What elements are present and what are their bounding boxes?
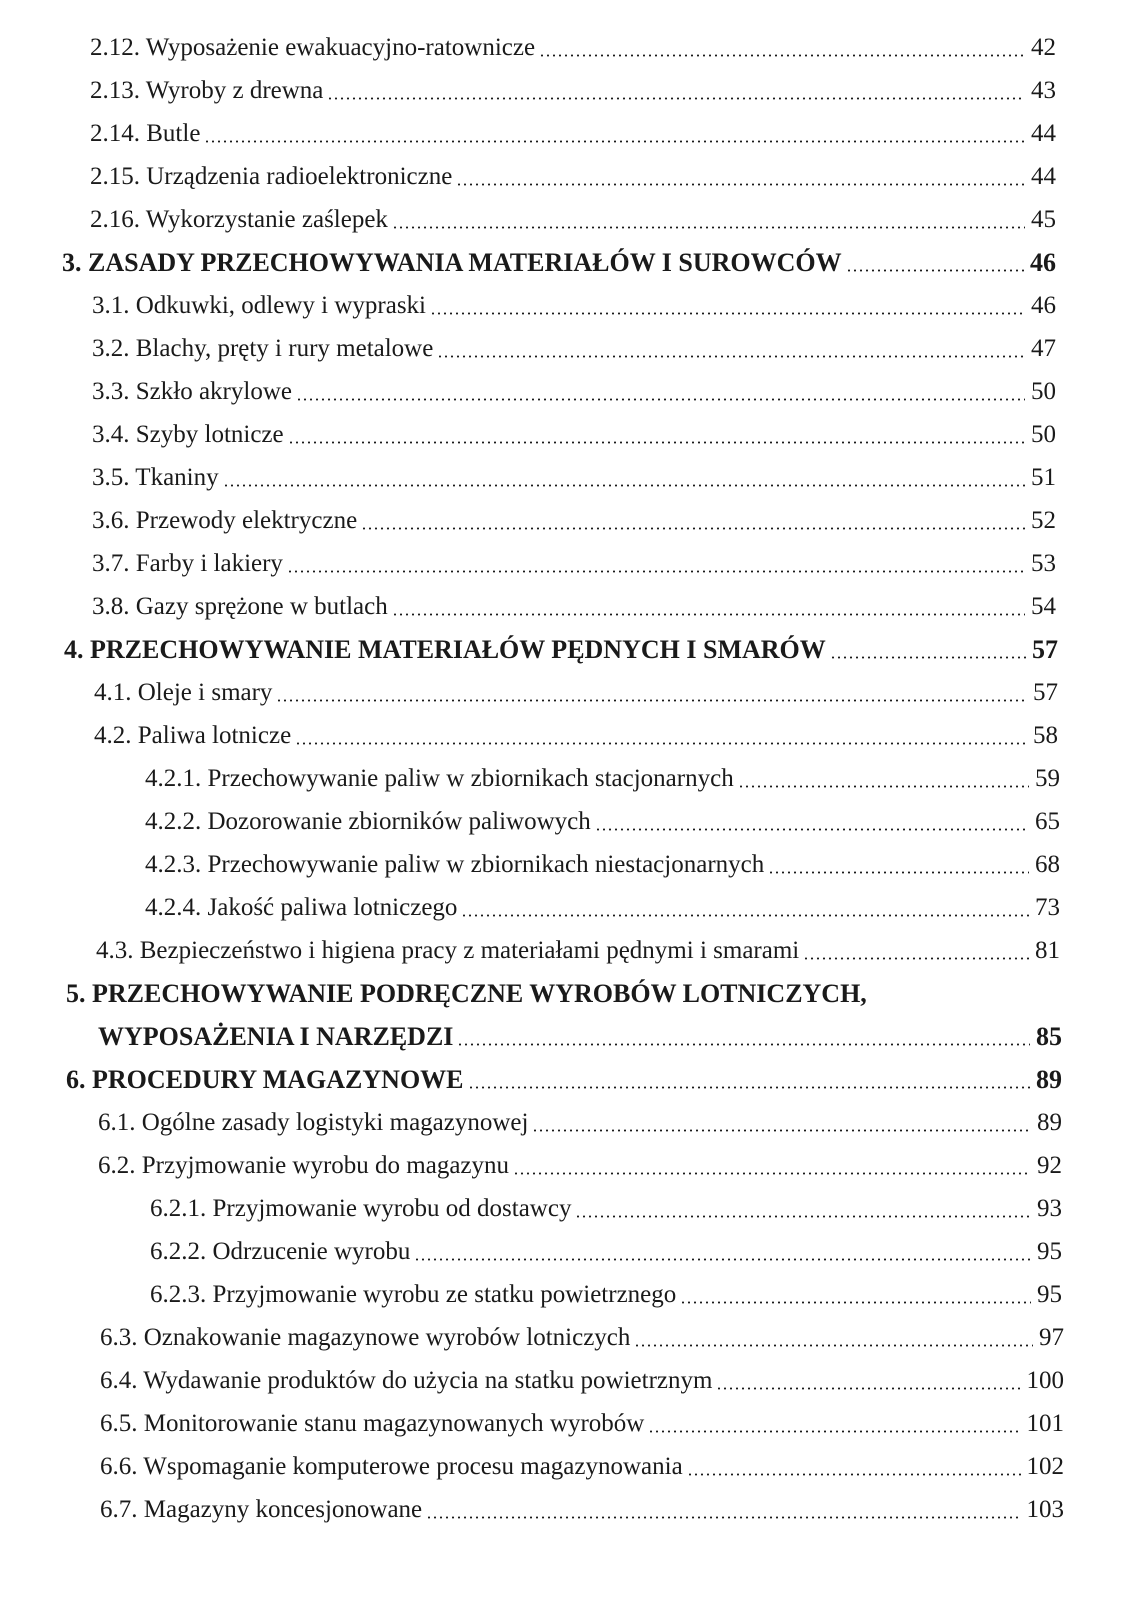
toc-entry-title: 4.2.2. Dozorowanie zbiorników paliwowych: [145, 808, 591, 835]
dot-leader: [327, 97, 1025, 100]
dot-leader: [457, 1043, 1030, 1046]
toc-chapter: [64, 630, 1058, 670]
dot-leader: [392, 613, 1025, 616]
toc-entry-title: 4.2.4. Jakość paliwa lotniczego: [145, 894, 458, 921]
toc-entry-page: 43: [1031, 77, 1056, 104]
dot-leader: [461, 914, 1029, 917]
dot-leader: [437, 355, 1025, 358]
dot-leader: [648, 1430, 1020, 1433]
toc-entry-title: 4.3. Bezpieczeństwo i higiena pracy z materiałami pędnymi i smarami: [96, 937, 800, 964]
toc-entry-page: 89: [1037, 1109, 1062, 1136]
dot-leader: [223, 484, 1025, 487]
toc-entry-page: 42: [1031, 34, 1056, 61]
toc-entry-page: 95: [1037, 1281, 1062, 1308]
toc-entry: [92, 587, 1056, 627]
toc-entry: [145, 845, 1060, 885]
toc-entry: [90, 71, 1056, 111]
toc-entry-title: 4.2.3. Przechowywanie paliw w zbiornikach niestacjonarnych: [145, 851, 765, 878]
toc-entry-title: 4.2. Paliwa lotnicze: [94, 722, 292, 749]
toc-entry-title: 3.2. Blachy, pręty i rury metalowe: [92, 335, 434, 362]
toc-entry: [92, 458, 1056, 498]
toc-entry-page: 51: [1031, 464, 1056, 491]
toc-entry-page: 65: [1035, 808, 1060, 835]
toc-entry-page: 97: [1039, 1324, 1064, 1351]
dot-leader: [468, 1086, 1030, 1089]
toc-entry-title: 6.4. Wydawanie produktów do użycia na statku powietrznym: [100, 1367, 713, 1394]
toc-chapter-page: 89: [1036, 1065, 1062, 1094]
toc-entry: [100, 1490, 1064, 1530]
toc-entry: [150, 1189, 1062, 1229]
toc-entry: [98, 1146, 1062, 1186]
toc-entry-title: 6.6. Wspomaganie komputerowe procesu magazynowania: [100, 1453, 683, 1480]
dot-leader: [846, 269, 1024, 272]
toc-entry-page: 53: [1031, 550, 1056, 577]
toc-entry-title: 2.16. Wykorzystanie zaślepek: [90, 206, 388, 233]
toc-entry: [92, 286, 1056, 326]
dot-leader: [687, 1473, 1021, 1476]
dot-leader: [539, 54, 1025, 57]
toc-entry-page: 101: [1026, 1410, 1064, 1437]
dot-leader: [803, 957, 1029, 960]
toc-entry: [92, 544, 1056, 584]
toc-entry: [96, 931, 1060, 971]
toc-entry-page: 45: [1031, 206, 1056, 233]
toc-entry: [150, 1232, 1062, 1272]
dot-leader: [430, 312, 1025, 315]
toc-entry-page: 50: [1031, 378, 1056, 405]
toc-entry-page: 46: [1031, 292, 1056, 319]
toc-entry-page: 73: [1035, 894, 1060, 921]
toc-entry-page: 50: [1031, 421, 1056, 448]
toc-entry-title: 6.2. Przyjmowanie wyrobu do magazynu: [98, 1152, 510, 1179]
toc-entry: [90, 200, 1056, 240]
toc-entry: [94, 716, 1058, 756]
toc-entry-title: 3.1. Odkuwki, odlewy i wypraski: [92, 292, 426, 319]
toc-entry-page: 47: [1031, 335, 1056, 362]
dot-leader: [532, 1129, 1031, 1132]
toc-entry-title: 6.1. Ogólne zasady logistyki magazynowej: [98, 1109, 529, 1136]
dot-leader: [738, 785, 1029, 788]
toc-chapter: [66, 1060, 1062, 1100]
toc-entry: [92, 501, 1056, 541]
toc-entry-title: 3.3. Szkło akrylowe: [92, 378, 292, 405]
toc-entry: [150, 1275, 1062, 1315]
toc-chapter-title: 6. PROCEDURY MAGAZYNOWE: [66, 1065, 464, 1094]
toc-entry-page: 100: [1026, 1367, 1064, 1394]
toc-entry-title: 2.12. Wyposażenie ewakuacyjno-ratownicze: [90, 34, 536, 61]
toc-entry: [94, 673, 1058, 713]
toc-entry: [100, 1404, 1064, 1444]
toc-chapter: [62, 243, 1056, 283]
toc-entry-title: 2.13. Wyroby z drewna: [90, 77, 324, 104]
toc-entry-title: 6.3. Oznakowanie magazynowe wyrobów lotniczych: [100, 1324, 631, 1351]
toc-entry-page: 103: [1026, 1496, 1064, 1523]
dot-leader: [296, 398, 1025, 401]
dot-leader: [680, 1301, 1031, 1304]
toc-entry-title: 2.14. Butle: [90, 120, 201, 147]
toc-chapter: [66, 974, 1060, 1014]
toc-entry-title: 3.4. Szyby lotnicze: [92, 421, 284, 448]
dot-leader: [768, 871, 1029, 874]
dot-leader: [414, 1258, 1031, 1261]
toc-entry-title: 2.15. Urządzenia radioelektroniczne: [90, 163, 453, 190]
dot-leader: [295, 742, 1027, 745]
toc-entry: [98, 1103, 1062, 1143]
toc-entry: [100, 1318, 1064, 1358]
dot-leader: [634, 1344, 1033, 1347]
toc-entry-page: 44: [1031, 163, 1056, 190]
toc-entry-title: 4.1. Oleje i smary: [94, 679, 273, 706]
toc-entry-page: 95: [1037, 1238, 1062, 1265]
dot-leader: [392, 226, 1025, 229]
toc-entry: [90, 28, 1056, 68]
toc-entry: [100, 1447, 1064, 1487]
toc-entry-title: 3.7. Farby i lakiery: [92, 550, 283, 577]
toc-entry-page: 93: [1037, 1195, 1062, 1222]
toc-entry: [92, 415, 1056, 455]
toc-entry: [92, 372, 1056, 412]
toc-entry-page: 57: [1033, 679, 1058, 706]
dot-leader: [288, 441, 1025, 444]
dot-leader: [513, 1172, 1031, 1175]
dot-leader: [426, 1516, 1020, 1519]
toc-entry-title: 6.2.1. Przyjmowanie wyrobu od dostawcy: [150, 1195, 572, 1222]
toc-entry-title: 3.8. Gazy sprężone w butlach: [92, 593, 388, 620]
toc-entry: [145, 802, 1060, 842]
toc-entry-title: 6.5. Monitorowanie stanu magazynowanych wyrobów: [100, 1410, 645, 1437]
toc-chapter-page: 46: [1030, 248, 1056, 277]
dot-leader: [287, 570, 1025, 573]
toc-entry: [90, 114, 1056, 154]
toc-chapter-title: 5. PRZECHOWYWANIE PODRĘCZNE WYROBÓW LOTNICZYCH,: [66, 979, 867, 1008]
dot-leader: [456, 183, 1025, 186]
toc-entry-page: 54: [1031, 593, 1056, 620]
toc-entry-title: 3.6. Przewody elektryczne: [92, 507, 358, 534]
toc-chapter-page: 57: [1032, 635, 1058, 664]
toc-chapter-title: 4. PRZECHOWYWANIE MATERIAŁÓW PĘDNYCH I SMARÓW: [64, 635, 826, 664]
dot-leader: [276, 699, 1027, 702]
toc-entry-page: 102: [1026, 1453, 1064, 1480]
toc-entry-page: 52: [1031, 507, 1056, 534]
toc-entry: [92, 329, 1056, 369]
dot-leader: [830, 656, 1026, 659]
dot-leader: [716, 1387, 1020, 1390]
toc-entry: [90, 157, 1056, 197]
toc-entry: [145, 759, 1060, 799]
dot-leader: [361, 527, 1025, 530]
toc-entry-page: 58: [1033, 722, 1058, 749]
toc-entry: [100, 1361, 1064, 1401]
toc-entry-page: 81: [1035, 937, 1060, 964]
toc-entry: [145, 888, 1060, 928]
toc-entry-title: 6.2.2. Odrzucenie wyrobu: [150, 1238, 411, 1265]
dot-leader: [595, 828, 1029, 831]
toc-entry-title: 3.5. Tkaniny: [92, 464, 219, 491]
toc-entry-title: 4.2.1. Przechowywanie paliw w zbiornikach stacjonarnych: [145, 765, 734, 792]
toc-entry-page: 68: [1035, 851, 1060, 878]
toc-chapter-title: 3. ZASADY PRZECHOWYWANIA MATERIAŁÓW I SUROWCÓW: [62, 248, 842, 277]
toc-chapter-page: 85: [1036, 1022, 1062, 1051]
toc-entry-title: 6.7. Magazyny koncesjonowane: [100, 1496, 423, 1523]
dot-leader: [575, 1215, 1031, 1218]
toc-entry-page: 44: [1031, 120, 1056, 147]
toc-entry-page: 59: [1035, 765, 1060, 792]
dot-leader: [204, 140, 1025, 143]
toc-chapter-title: WYPOSAŻENIA I NARZĘDZI: [98, 1022, 454, 1051]
toc-entry-title: 6.2.3. Przyjmowanie wyrobu ze statku powietrznego: [150, 1281, 677, 1308]
toc-entry-page: 92: [1037, 1152, 1062, 1179]
toc-chapter-continuation: [98, 1017, 1062, 1057]
